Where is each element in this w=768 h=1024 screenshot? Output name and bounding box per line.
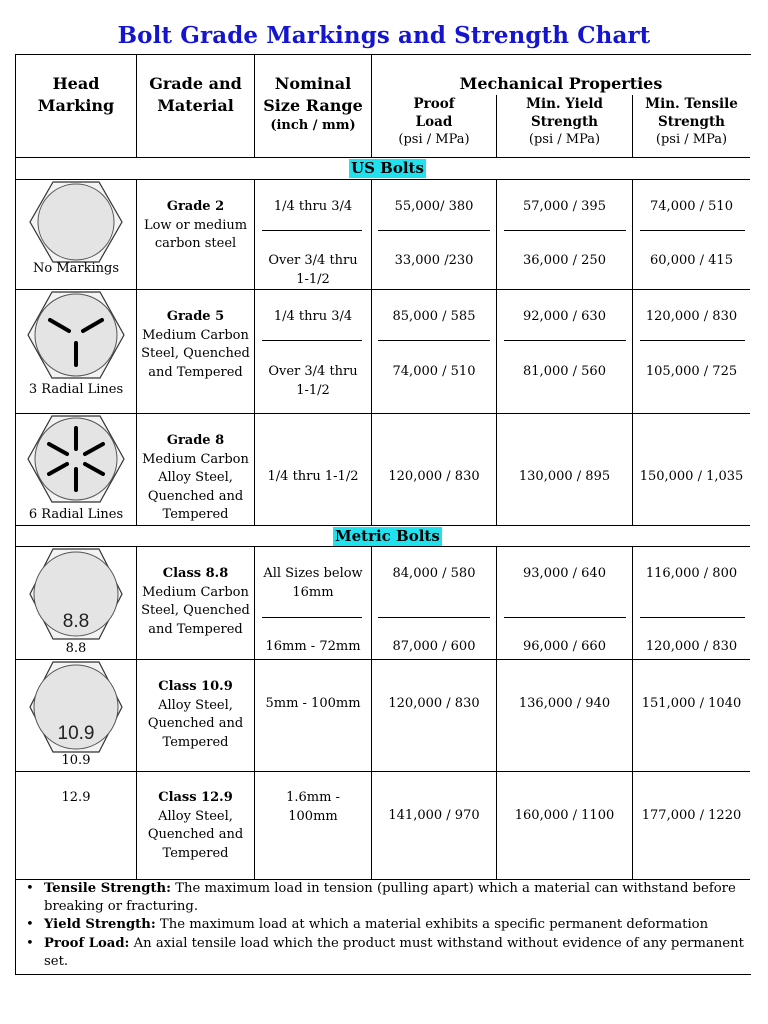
- yield-value: 93,000 / 640: [523, 566, 606, 581]
- header-head-marking: Head Marking: [37, 74, 115, 115]
- row-divider: [15, 289, 750, 290]
- proof-value: 87,000 / 600: [392, 639, 476, 654]
- size-cell: 1.6mm - 100mm: [286, 790, 340, 824]
- size-cell: 5mm - 100mm: [265, 696, 361, 711]
- header-mechanical-properties: Mechanical Properties: [459, 74, 663, 93]
- yield-value: 92,000 / 630: [523, 309, 606, 324]
- size-cell: All Sizes below 16mm: [263, 566, 363, 600]
- row-divider: [15, 546, 750, 547]
- tensile-value: 120,000 / 830: [645, 309, 738, 324]
- hex-head-6-radial-lines-icon: [27, 415, 125, 503]
- tensile-value: 151,000 / 1040: [641, 696, 742, 711]
- proof-value: 120,000 / 830: [388, 696, 480, 711]
- hex-head-10-9-icon: [29, 661, 123, 753]
- split-line: [640, 340, 745, 341]
- head-stamp-text: 8.8: [62, 611, 90, 632]
- definitions-list: [44, 880, 750, 971]
- header-nominal-size: Nominal Size Range (inch / mm): [263, 74, 363, 133]
- size-cell: 1/4 thru 1-1/2: [267, 469, 359, 484]
- yield-value: 36,000 / 250: [523, 253, 606, 268]
- proof-value: 74,000 / 510: [392, 364, 476, 379]
- marking-label: No Markings: [32, 261, 119, 276]
- definition-item: • Proof Load: An axial tensile load which the product must withstand without evidence of any permanent set.: [44, 935, 750, 971]
- marking-label: 6 Radial Lines: [28, 507, 124, 522]
- row-divider: [15, 157, 750, 158]
- split-line: [640, 617, 745, 618]
- head-stamp-text: 10.9: [57, 723, 95, 744]
- grade-cell: Class 10.9 Alloy Steel, Quenched and Tempered: [147, 679, 244, 750]
- grade-cell: Class 12.9 Alloy Steel, Quenched and Tempered: [147, 790, 244, 861]
- hex-head-8-8-icon: [29, 548, 123, 640]
- split-line: [378, 230, 490, 231]
- marking-label: 10.9: [61, 753, 91, 768]
- proof-value: 120,000 / 830: [388, 469, 480, 484]
- grade-cell: Grade 8 Medium Carbon Alloy Steel, Quenched and Tempered: [142, 433, 249, 522]
- marking-label: 8.8: [65, 641, 87, 656]
- split-line: [504, 340, 626, 341]
- row-divider: [15, 413, 750, 414]
- grade-cell: Grade 2 Low or medium carbon steel: [143, 199, 248, 251]
- marking-label: 12.9: [61, 790, 91, 805]
- split-line: [378, 340, 490, 341]
- hex-head-no-markings-icon: [29, 181, 123, 263]
- yield-value: 130,000 / 895: [518, 469, 611, 484]
- header-min-tensile: Min. Tensile Strength (psi / MPa): [645, 96, 738, 147]
- size-cell: 16mm - 72mm: [265, 639, 361, 654]
- definition-item: • Tensile Strength: The maximum load in tension (pulling apart) which a material can withstand before breaking or fracturing.: [44, 880, 750, 916]
- page-title: Bolt Grade Markings and Strength Chart: [117, 22, 651, 49]
- row-divider: [15, 525, 750, 526]
- size-cell: 1/4 thru 3/4: [273, 309, 353, 324]
- tensile-value: 60,000 / 415: [650, 253, 733, 268]
- tensile-value: 177,000 / 1220: [641, 808, 742, 823]
- tensile-value: 74,000 / 510: [650, 199, 733, 214]
- yield-value: 96,000 / 660: [523, 639, 606, 654]
- yield-value: 136,000 / 940: [518, 696, 611, 711]
- tensile-value: 105,000 / 725: [645, 364, 738, 379]
- proof-value: 141,000 / 970: [388, 808, 480, 823]
- proof-value: 55,000/ 380: [394, 199, 474, 214]
- size-cell: Over 3/4 thru 1-1/2: [268, 253, 358, 287]
- yield-value: 57,000 / 395: [523, 199, 606, 214]
- section-us-bolts: US Bolts: [351, 159, 424, 177]
- row-divider: [15, 771, 750, 772]
- split-line: [262, 340, 362, 341]
- split-line: [504, 617, 626, 618]
- header-grade-material: Grade and Material: [149, 74, 242, 115]
- header-proof-load: Proof Load (psi / MPa): [398, 96, 470, 147]
- size-cell: Over 3/4 thru 1-1/2: [268, 364, 358, 398]
- tensile-value: 150,000 / 1,035: [639, 469, 744, 484]
- grade-cell: Class 8.8 Medium Carbon Steel, Quenched and Tempered: [141, 566, 250, 637]
- proof-value: 85,000 / 585: [392, 309, 476, 324]
- yield-value: 81,000 / 560: [523, 364, 606, 379]
- row-divider: [15, 179, 750, 180]
- split-line: [504, 230, 626, 231]
- yield-value: 160,000 / 1100: [514, 808, 615, 823]
- tensile-value: 120,000 / 830: [645, 639, 738, 654]
- definition-item: • Yield Strength: The maximum load at which a material exhibits a specific permanent deformation: [44, 916, 750, 934]
- split-line: [640, 230, 745, 231]
- section-metric-bolts: Metric Bolts: [335, 527, 440, 545]
- hex-head-3-radial-lines-icon: [27, 291, 125, 379]
- marking-label: 3 Radial Lines: [28, 382, 124, 397]
- size-cell: 1/4 thru 3/4: [273, 199, 353, 214]
- header-min-yield: Min. Yield Strength (psi / MPa): [526, 96, 603, 147]
- grade-cell: Grade 5 Medium Carbon Steel, Quenched and Tempered: [141, 309, 250, 380]
- split-line: [262, 230, 362, 231]
- split-line: [378, 617, 490, 618]
- tensile-value: 116,000 / 800: [645, 566, 738, 581]
- proof-value: 33,000 /230: [394, 253, 474, 268]
- row-divider: [15, 659, 750, 660]
- proof-value: 84,000 / 580: [392, 566, 476, 581]
- split-line: [262, 617, 362, 618]
